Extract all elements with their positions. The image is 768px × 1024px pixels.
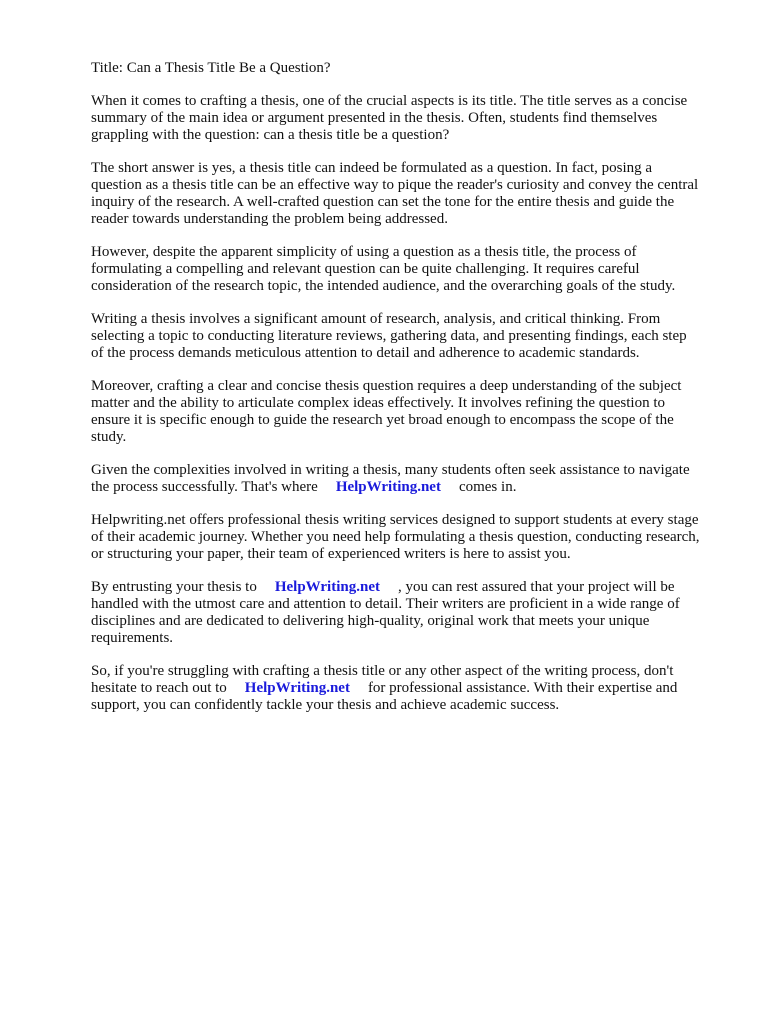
document-body — [91, 60, 731, 730]
text-segment: for professional assistance. With their expertise and — [367, 680, 678, 696]
text-line: study. — [91, 429, 127, 445]
paragraph-5 — [91, 378, 731, 446]
text-line: selecting a topic to conducting literature reviews, gathering data, and presenting findings, each step — [91, 328, 687, 344]
text-line-with-link — [91, 680, 731, 697]
text-line: When it comes to crafting a thesis, one of the crucial aspects is its title. The title serves as a concise — [91, 93, 688, 109]
paragraph-6 — [91, 462, 731, 496]
text-line: However, despite the apparent simplicity of using a question as a thesis title, the process of — [91, 244, 637, 260]
text-line: Given the complexities involved in writing a thesis, many students often seek assistance to navigate — [91, 462, 690, 478]
text-line: formulating a compelling and relevant question can be quite challenging. It requires careful — [91, 261, 640, 277]
text-line: summary of the main idea or argument presented in the thesis. Often, students find themselves — [91, 110, 658, 126]
text-line-with-link — [91, 479, 731, 496]
text-line: ensure it is specific enough to guide the research yet broad enough to encompass the scope of the — [91, 412, 674, 428]
text-segment: By entrusting your thesis to — [91, 579, 257, 595]
paragraph-3 — [91, 244, 731, 295]
text-line: Writing a thesis involves a significant amount of research, analysis, and critical thinking. From — [91, 311, 661, 327]
paragraph-8 — [91, 579, 731, 647]
text-line: consideration of the research topic, the intended audience, and the overarching goals of the study. — [91, 278, 676, 294]
text-line: inquiry of the research. A well-crafted question can set the tone for the entire thesis and guide the — [91, 194, 675, 210]
text-line: question as a thesis title can be an effective way to pique the reader's curiosity and convey the central — [91, 177, 699, 193]
helpwriting-link[interactable]: HelpWriting.net — [274, 579, 380, 595]
text-line: The short answer is yes, a thesis title can indeed be formulated as a question. In fact, posing a — [91, 160, 653, 176]
paragraph-7 — [91, 512, 731, 563]
text-line: requirements. — [91, 630, 174, 646]
paragraph-2 — [91, 160, 731, 228]
helpwriting-link[interactable]: HelpWriting.net — [244, 680, 350, 696]
text-line: grappling with the question: can a thesis title be a question? — [91, 127, 450, 143]
document-title: Title: Can a Thesis Title Be a Question? — [91, 60, 331, 76]
text-line: Helpwriting.net offers professional thesis writing services designed to support students at every stage — [91, 512, 699, 528]
text-segment: , you can rest assured that your project will be — [397, 579, 675, 595]
text-line: disciplines and are dedicated to delivering high-quality, original work that meets your unique — [91, 613, 650, 629]
text-line: support, you can confidently tackle your thesis and achieve academic success. — [91, 697, 560, 713]
text-line: of their academic journey. Whether you need help formulating a thesis question, conducting research, — [91, 529, 700, 545]
text-line: reader towards understanding the problem being addressed. — [91, 211, 448, 227]
text-line: matter and the ability to articulate complex ideas effectively. It involves refining the question to — [91, 395, 665, 411]
text-line: So, if you're struggling with crafting a thesis title or any other aspect of the writing process, don't — [91, 663, 674, 679]
text-segment: comes in. — [458, 479, 517, 495]
paragraph-4 — [91, 311, 731, 362]
text-segment: the process successfully. That's where — [91, 479, 318, 495]
text-line: or structuring your paper, their team of experienced writers is here to assist you. — [91, 546, 571, 562]
text-line: handled with the utmost care and attention to detail. Their writers are proficient in a wide range of — [91, 596, 680, 612]
helpwriting-link[interactable]: HelpWriting.net — [335, 479, 441, 495]
text-segment: hesitate to reach out to — [91, 680, 227, 696]
text-line: Moreover, crafting a clear and concise thesis question requires a deep understanding of the subject — [91, 378, 682, 394]
paragraph-1 — [91, 93, 731, 144]
text-line-with-link — [91, 579, 731, 596]
paragraph-9 — [91, 663, 731, 714]
text-line: of the process demands meticulous attention to detail and adherence to academic standards. — [91, 345, 640, 361]
